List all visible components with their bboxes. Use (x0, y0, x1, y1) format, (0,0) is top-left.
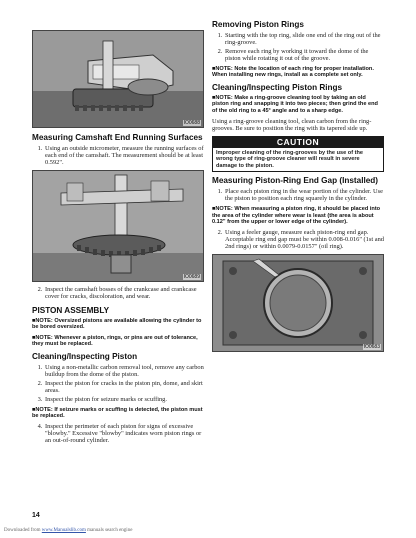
footer-link[interactable]: www.Manualslib.com (41, 528, 86, 533)
note-label: ■NOTE: (212, 206, 233, 213)
note (212, 95, 384, 114)
photo-code: IO0683 (363, 344, 380, 351)
camshaft-gear-photo (32, 170, 204, 282)
caution-text: Improper cleaning of the ring-grooves by the use of the wrong type of ring-groove cleaner will result in severe damage to the piston. (212, 148, 384, 172)
note (212, 206, 384, 225)
list-item: 2. Inspect the piston for cracks in the piston pin, dome, and skirt areas. (44, 380, 204, 394)
list-item: 2. Remove each ring by working it toward the dome of the piston while rotating it out of the groove. (224, 48, 384, 62)
note-label: ■NOTE: (212, 66, 233, 72)
section-heading: Measuring Piston-Ring End Gap (Installed) (212, 176, 379, 186)
note-label: ■NOTE: (212, 94, 233, 101)
section-heading: Cleaning/Inspecting Piston (32, 351, 138, 361)
camshaft-steps-list (32, 145, 204, 166)
list-item: 2. Using a feeler gauge, measure each piston-ring end gap. Acceptable ring end gap must be within 0.008-0.016" (1st and 2nd rings) or within 0.0079-0.0157" (oil ring). (224, 229, 384, 250)
paragraph: Using a ring-groove cleaning tool, clean carbon from the ring-grooves. Be sure to position the ring with its tapered side up. (212, 118, 372, 133)
note-text: When measuring a piston ring, it should be placed into the area of the cylinder where wear is least (the area is about 0.12" from the upper or lower edge of the cylinder). (212, 206, 381, 226)
note-text: If seizure marks or scuffing is detected, the piston must be replaced. (32, 406, 203, 420)
note (32, 407, 204, 420)
piston-steps-list (32, 364, 204, 403)
left-column (32, 30, 204, 448)
footer-prefix: Downloaded from (4, 528, 41, 533)
note-text: Oversized pistons are available allowing the cylinder to be bored oversized. (32, 318, 202, 331)
note-text: Note the location of each ring for proper installation. When installing new rings, install as a complete set only. (212, 66, 374, 79)
note (212, 66, 384, 79)
list-item: 1. Using an outside micrometer, measure the running surfaces of each end of the camshaft. The measurement should be at least 0.592". (44, 145, 204, 166)
section-heading: Removing Piston Rings (212, 20, 304, 29)
photo-code: IO0688 (183, 120, 200, 126)
note-text: Make a ring-groove cleaning tool by taking an old piston ring and snapping it into two pieces; then grind the end of the old ring to a 45° angle and to a sharp edge. (212, 94, 378, 114)
caution-title: CAUTION (212, 136, 384, 148)
list-item: 1. Place each piston ring in the wear portion of the cylinder. Use the piston to position each ring squarely in the cylinder. (224, 188, 384, 202)
list-item: 4. Inspect the perimeter of each piston for signs of excessive "blowby." Excessive "blowby" indicates worn piston rings or an out-of-round cylinder. (44, 423, 204, 444)
feeler-gauge-image (213, 255, 383, 351)
ring-gap-steps-list (212, 188, 384, 202)
micrometer-camshaft-photo (32, 30, 204, 128)
note (32, 318, 204, 331)
caution-box (212, 136, 384, 172)
footer (4, 528, 132, 533)
section-heading: Measuring Camshaft End Running Surfaces (32, 133, 203, 142)
list-item: 1. Using a non-metallic carbon removal tool, remove any carbon buildup from the dome of the piston. (44, 364, 204, 378)
note-label: ■NOTE: (32, 406, 53, 413)
ring-removal-steps-list (212, 32, 384, 62)
section-heading: PISTON ASSEMBLY (32, 306, 110, 315)
photo-code: IO0689 (183, 274, 200, 280)
camshaft-steps-list-continued (32, 286, 204, 300)
footer-suffix: manuals search engine (87, 528, 133, 533)
note (32, 335, 204, 348)
list-item: 3. Inspect the piston for seizure marks or scuffing. (44, 396, 204, 403)
list-item: 2. Inspect the camshaft bosses of the crankcase and crankcase cover for cracks, discoloration, and wear. (44, 286, 204, 300)
page-number: 14 (32, 512, 40, 519)
note-label: ■NOTE: (32, 318, 53, 324)
note-label: ■NOTE: (32, 334, 53, 341)
feeler-gauge-photo (212, 254, 384, 352)
section-heading: Cleaning/Inspecting Piston Rings (212, 82, 343, 92)
micrometer-camshaft-image (33, 31, 203, 127)
ring-gap-steps-list-continued (212, 229, 384, 250)
list-item: 1. Starting with the top ring, slide one end of the ring out of the ring-groove. (224, 32, 384, 46)
camshaft-gear-image (33, 171, 203, 281)
right-column (212, 20, 384, 352)
piston-steps-list-continued (32, 423, 204, 444)
note-text: Whenever a piston, rings, or pins are out of tolerance, they must be replaced. (32, 334, 198, 348)
